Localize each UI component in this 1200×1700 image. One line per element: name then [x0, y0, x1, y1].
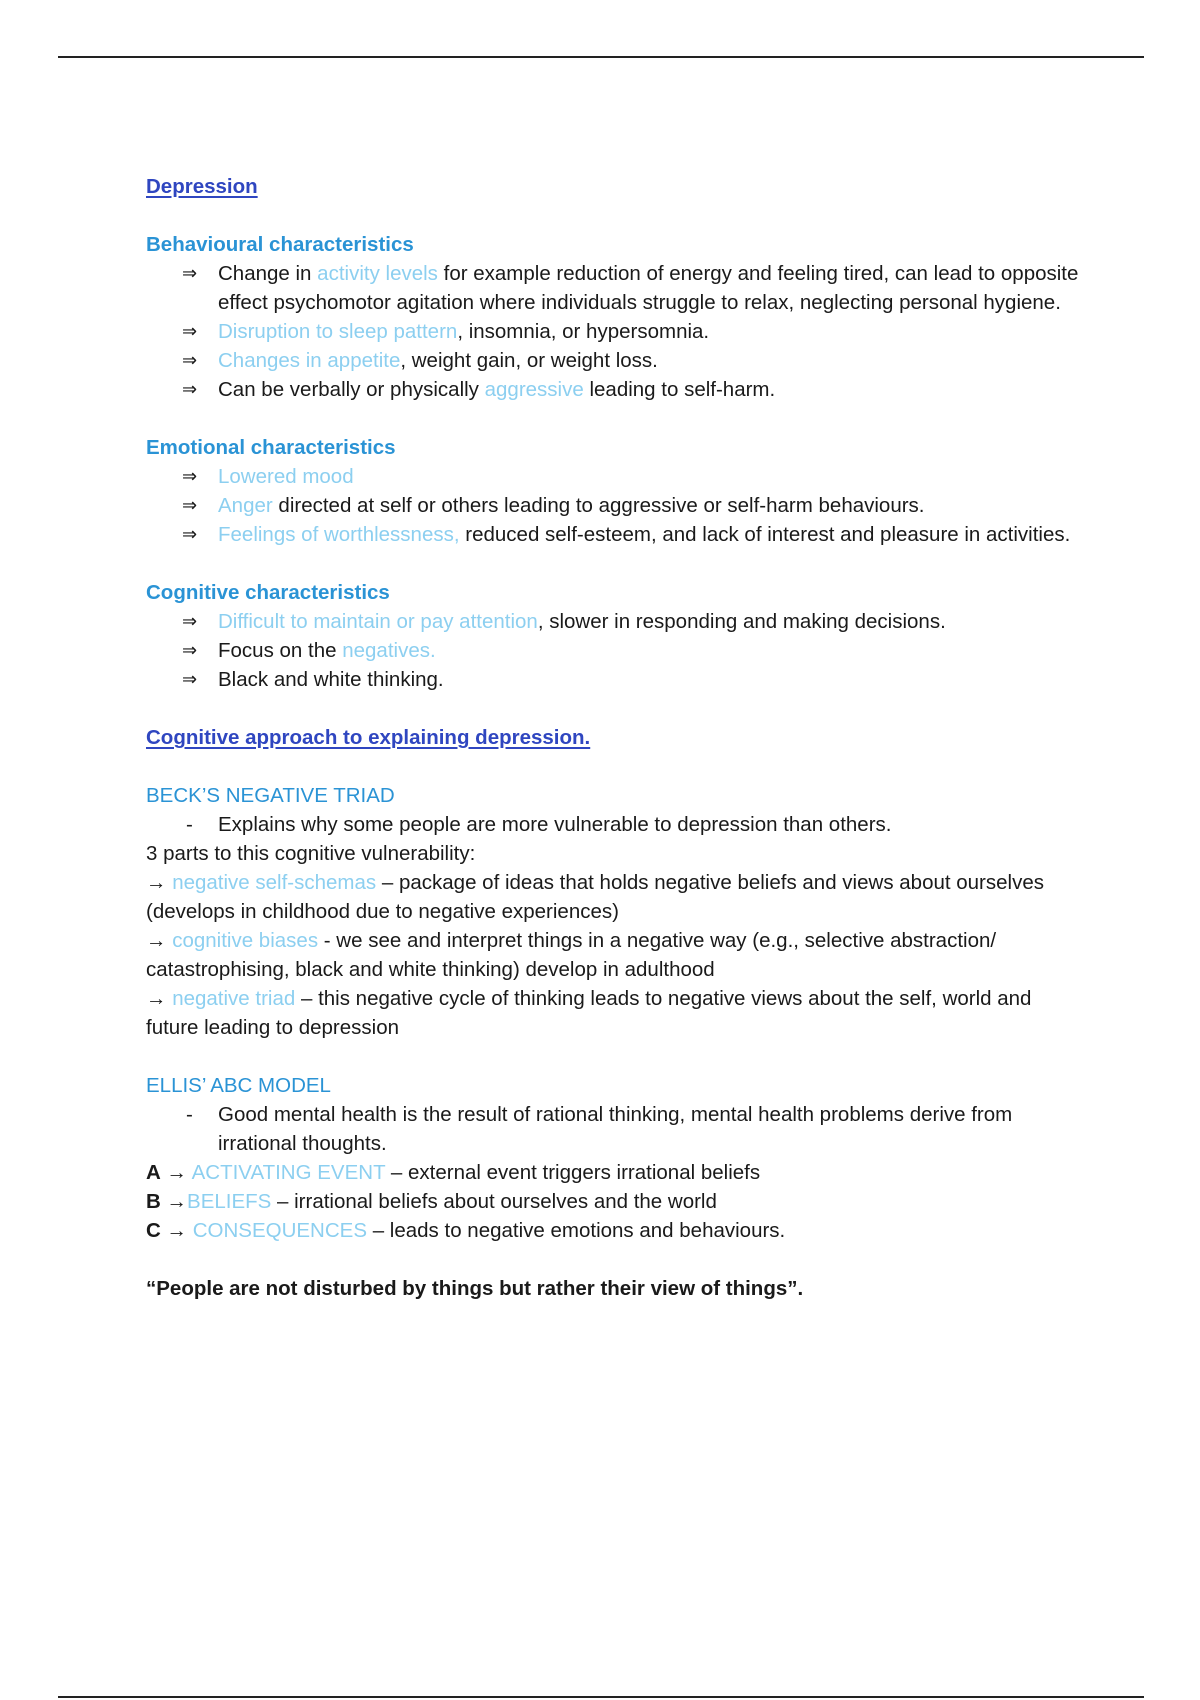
section-title: Cognitive approach to explaining depression. [146, 726, 591, 749]
beck-intro: 3 parts to this cognitive vulnerability: [146, 842, 476, 865]
abc-letter: B [146, 1190, 161, 1213]
highlighted-term: BELIEFS [187, 1190, 272, 1213]
highlighted-term: negatives. [342, 639, 436, 662]
footer-rule [58, 1696, 1144, 1698]
ellis-heading: ELLIS’ ABC MODEL [146, 1074, 331, 1097]
beck-heading: BECK’S NEGATIVE TRIAD [146, 784, 395, 807]
list-item: ⇒ Black and white thinking. [146, 665, 1086, 694]
highlighted-term: Disruption to sleep pattern [218, 320, 458, 343]
right-arrow-icon: → [146, 987, 167, 1010]
double-arrow-icon: ⇒ [182, 669, 198, 689]
abc-row: B →BELIEFS – irrational beliefs about ourselves and the world [146, 1190, 717, 1213]
highlighted-term: ACTIVATING EVENT [191, 1161, 386, 1184]
double-arrow-icon: ⇒ [182, 524, 198, 544]
list-item: - Good mental health is the result of rational thinking, mental health problems derive from irrational thoughts. [146, 1100, 1086, 1158]
closing-quote: “People are not disturbed by things but rather their view of things”. [146, 1277, 804, 1300]
highlighted-term: negative self-schemas [172, 871, 377, 894]
beck-part: → negative self-schemas – package of ideas that holds negative beliefs and views about ourselves (develops in childhood due to negative experiences) [146, 871, 1044, 923]
double-arrow-icon: ⇒ [182, 611, 198, 631]
double-arrow-icon: ⇒ [182, 495, 198, 515]
emotional-heading: Emotional characteristics [146, 436, 396, 459]
dash-bullet: - [186, 1103, 193, 1126]
right-arrow-icon: → [146, 871, 167, 894]
double-arrow-icon: ⇒ [182, 640, 198, 660]
list-item: - Explains why some people are more vulnerable to depression than others. [146, 810, 1086, 839]
highlighted-term: aggressive [484, 378, 584, 401]
list-item: ⇒ Can be verbally or physically aggressive leading to self-harm. [146, 375, 1086, 404]
right-arrow-icon: → [166, 1161, 188, 1184]
behavioural-heading: Behavioural characteristics [146, 233, 414, 256]
highlighted-term: CONSEQUENCES [192, 1219, 367, 1242]
beck-part: → cognitive biases - we see and interpret things in a negative way (e.g., selective abstraction/ catastrophising, black and white thinking) develop in adulthood [146, 929, 997, 981]
dash-bullet: - [186, 813, 193, 836]
highlighted-term: Lowered mood [218, 465, 354, 488]
abc-letter: A [146, 1161, 161, 1184]
highlighted-term: Difficult to maintain or pay attention [218, 610, 538, 633]
double-arrow-icon: ⇒ [182, 350, 198, 370]
highlighted-term: activity levels [317, 262, 438, 285]
highlighted-term: Changes in appetite [218, 349, 401, 372]
highlighted-term: cognitive biases [172, 929, 319, 952]
header-rule [58, 56, 1144, 58]
list-item: ⇒ Disruption to sleep pattern, insomnia, or hypersomnia. [146, 317, 1086, 346]
cognitive-heading: Cognitive characteristics [146, 581, 390, 604]
list-item: ⇒ Focus on the negatives. [146, 636, 1086, 665]
double-arrow-icon: ⇒ [182, 466, 198, 486]
list-item [146, 462, 1086, 491]
double-arrow-icon: ⇒ [182, 379, 198, 399]
list-item: ⇒ Change in activity levels for example reduction of energy and feeling tired, can lead to opposite effect psychomotor agitation where individuals struggle to relax, neglecting personal hygiene. [146, 259, 1086, 317]
document-body [146, 172, 1086, 1303]
double-arrow-icon: ⇒ [182, 263, 198, 283]
right-arrow-icon: → [166, 1190, 188, 1213]
abc-letter: C [146, 1219, 161, 1242]
list-item: ⇒ Changes in appetite, weight gain, or weight loss. [146, 346, 1086, 375]
right-arrow-icon: → [166, 1219, 188, 1242]
list-item: ⇒ Feelings of worthlessness, reduced self-esteem, and lack of interest and pleasure in activities. [146, 520, 1086, 549]
double-arrow-icon: ⇒ [182, 321, 198, 341]
abc-row: A → ACTIVATING EVENT – external event triggers irrational beliefs [146, 1161, 761, 1184]
page-title: Depression [146, 175, 258, 198]
highlighted-term: negative triad [172, 987, 296, 1010]
list-item: ⇒ Anger directed at self or others leading to aggressive or self-harm behaviours. [146, 491, 1086, 520]
right-arrow-icon: → [146, 929, 167, 952]
abc-row: C → CONSEQUENCES – leads to negative emotions and behaviours. [146, 1219, 786, 1242]
highlighted-term: Anger [218, 494, 273, 517]
highlighted-term: Feelings of worthlessness, [218, 523, 460, 546]
list-item: ⇒ Difficult to maintain or pay attention, slower in responding and making decisions. [146, 607, 1086, 636]
beck-part: → negative triad – this negative cycle of thinking leads to negative views about the self, world and future leading to depression [146, 987, 1032, 1039]
